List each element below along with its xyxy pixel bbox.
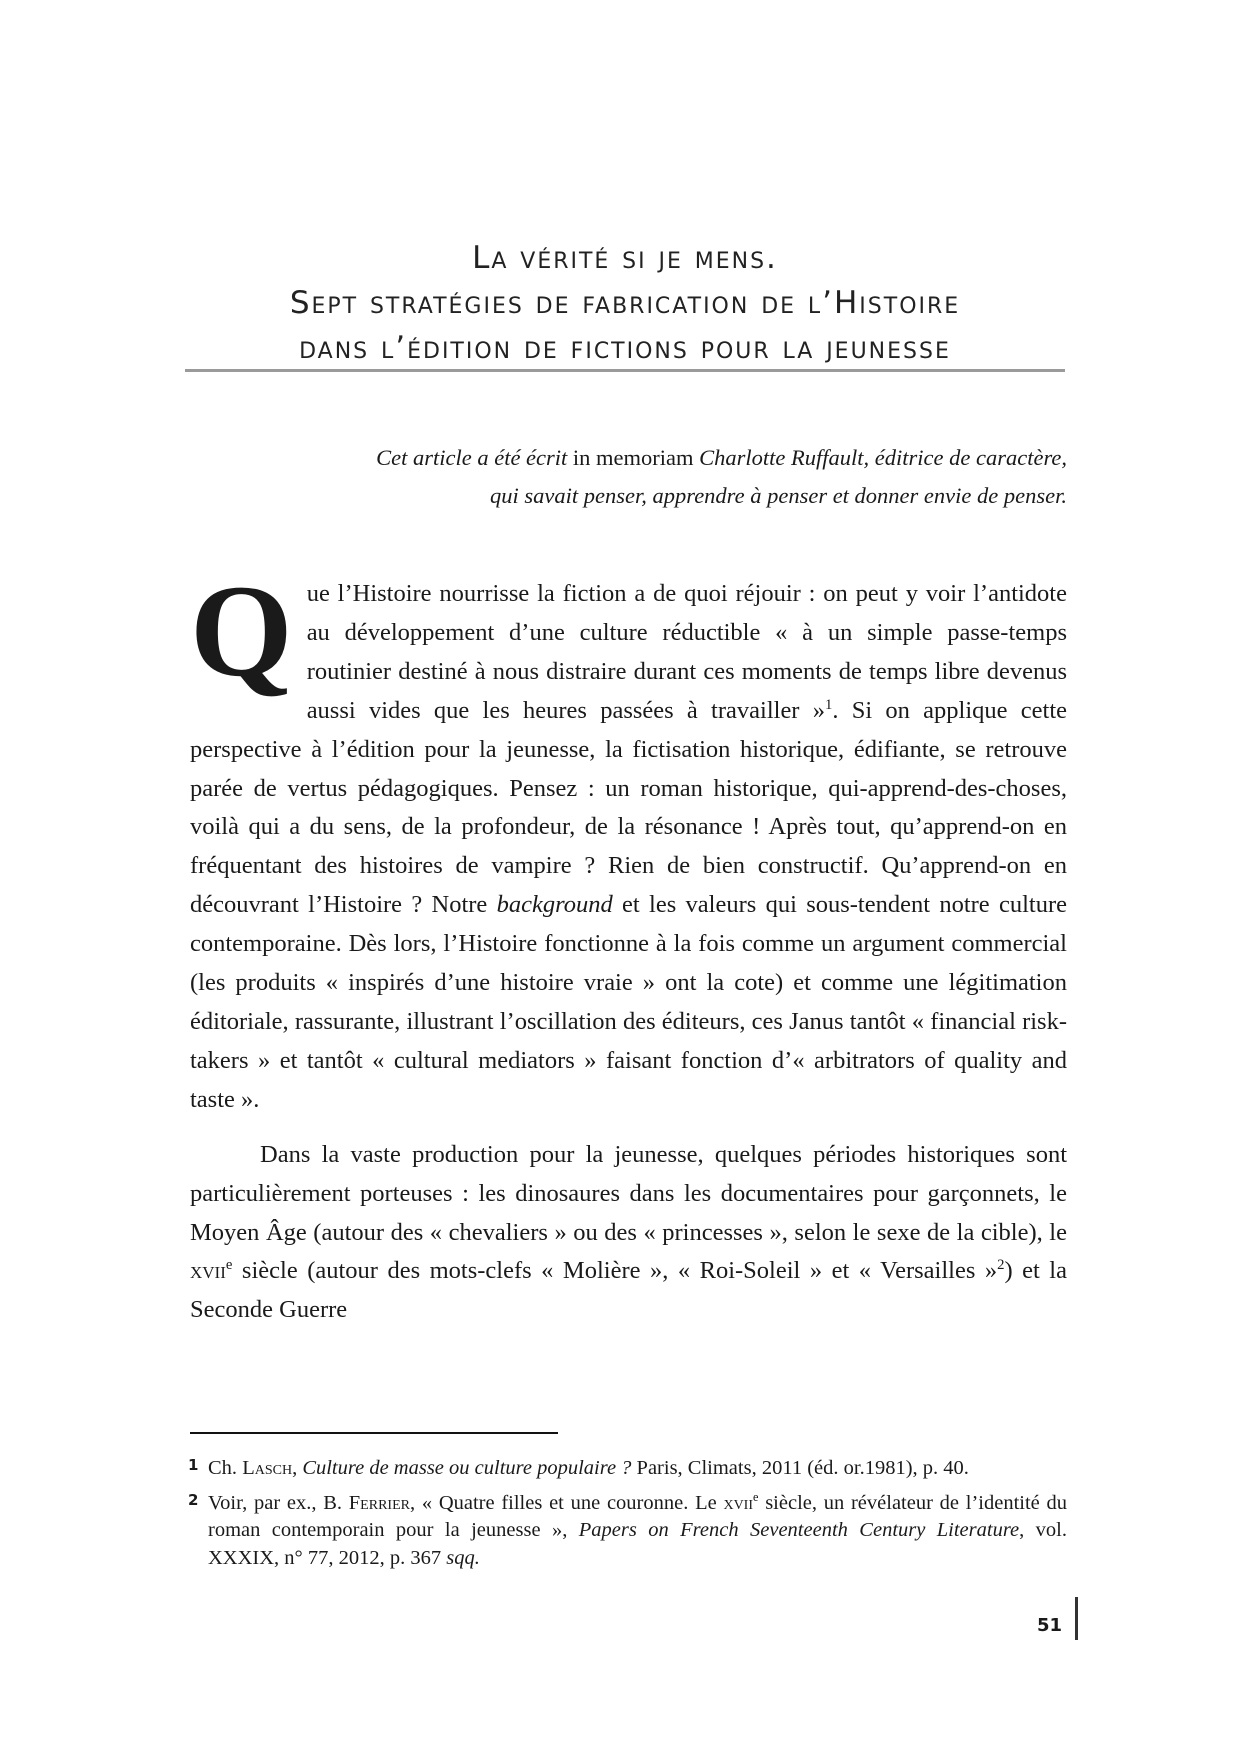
century-superscript: e [753, 1489, 759, 1504]
paragraph-1 [190, 557, 1067, 1120]
footnote-author: Ferrier [348, 1491, 410, 1514]
footnote-text: Paris, Climats, 2011 (éd. or.1981), p. 40. [631, 1457, 969, 1479]
footnote-ref-2[interactable]: 2 [997, 1257, 1005, 1274]
footnote-sqq: sqq. [446, 1546, 480, 1569]
epigraph-part-4: qui savait penser, apprendre à penser et donner envie de penser. [490, 483, 1067, 508]
epigraph [240, 439, 1067, 515]
century-superscript: e [225, 1257, 233, 1274]
epigraph-part-2: in memoriam [567, 445, 700, 470]
para2-text-3: ) et la Seconde Guerre [190, 1257, 1067, 1324]
page-number-bar [1075, 1597, 1078, 1640]
footnote-text: , « Quatre filles et une couronne. Le [409, 1491, 724, 1514]
drop-cap: Q [190, 557, 293, 704]
footnote-author: Lasch [242, 1457, 293, 1479]
title-line-3: dans l’édition de fictions pour la jeunesse [299, 330, 951, 366]
footnote-number: 2 [188, 1490, 199, 1509]
footnote-separator [190, 1432, 558, 1434]
para1-text-1: ue l’Histoire nourrisse la fiction a de quoi réjouir : on peut y voir l’antidote au développement d’une culture réductible « à un simple passe-temps routinier destiné à nous distraire durant ces moments de temps libre devenus aussi vides que les heures passées à travailler » [306, 580, 1067, 724]
footnote-2 [190, 1490, 1067, 1573]
century-numeral: xvii [723, 1491, 753, 1514]
para2-text-1: Dans la vaste production pour la jeunesse, quelques périodes historiques sont particulièrement porteuses : les dinosaures dans les documentaires pour garçonnets, le Moyen Âge (autour des « chevaliers » ou des « princesses », selon le sexe de la cible), le [190, 1140, 1067, 1246]
para1-text-4: et les valeurs qui sous-tendent notre culture contemporaine. Dès lors, l’Histoire fonctionne à la fois comme un argument commercial (les produits « inspirés d’une histoire vraie » ont la cote) et comme une légitimation éditoriale, rassurante, illustrant l’oscillation des éditeurs, ces Janus tantôt « financial risk-takers » et tantôt « cultural mediators » faisant fonction d’« arbitrators of quality and taste ». [190, 891, 1067, 1113]
footnote-journal-title: Papers on French Seventeenth Century Literature [578, 1519, 1020, 1541]
epigraph-part-1: Cet article a été écrit [376, 445, 568, 470]
title-line-2: Sept stratégies de fabrication de l’Histoire [289, 285, 961, 321]
footnote-text: Ch. [208, 1457, 243, 1479]
century-numeral: xvii [190, 1257, 226, 1285]
article-body [190, 557, 1067, 1330]
footnote-text: , vol. XXXIX, n° 77, 2012, p. 367 [208, 1519, 1067, 1569]
title-line-1: La vérité si je mens. [472, 240, 778, 276]
para1-text-2: . Si on applique cette perspective à l’édition pour la jeunesse, la fictisation historique, édifiante, se retrouve parée de vertus pédagogiques. Pensez : un roman historique, qui-apprend-des-choses, voilà qui a du sens, de la profondeur, de la résonance ! Après tout, qu’apprend-on en fréquentant des histoires de vampire ? Rien de bien constructif. Qu’apprend-on en découvrant l’Histoire ? Notre [190, 696, 1067, 919]
footnote-text: Voir, par ex., B. [208, 1491, 349, 1514]
footnote-1 [190, 1455, 1067, 1483]
footnote-text: , [292, 1457, 303, 1479]
footnote-book-title: Culture de masse ou culture populaire ? [302, 1457, 632, 1479]
footnote-ref-1[interactable]: 1 [824, 696, 833, 713]
para2-text-2: siècle (autour des mots-clefs « Molière », « Roi-Soleil » et « Versailles » [232, 1257, 998, 1285]
footnote-number: 1 [188, 1456, 199, 1474]
title-divider [185, 369, 1065, 372]
page-number: 51 [1036, 1615, 1062, 1636]
article-title [185, 236, 1065, 371]
paragraph-2 [190, 1136, 1067, 1331]
epigraph-part-3: Charlotte Ruffault, éditrice de caractère, [699, 445, 1067, 470]
footnote-text: siècle, un révélateur de l’identité du roman contemporain pour la jeunesse », [208, 1491, 1067, 1541]
para1-italic: background [496, 891, 613, 919]
footnotes [190, 1455, 1067, 1579]
